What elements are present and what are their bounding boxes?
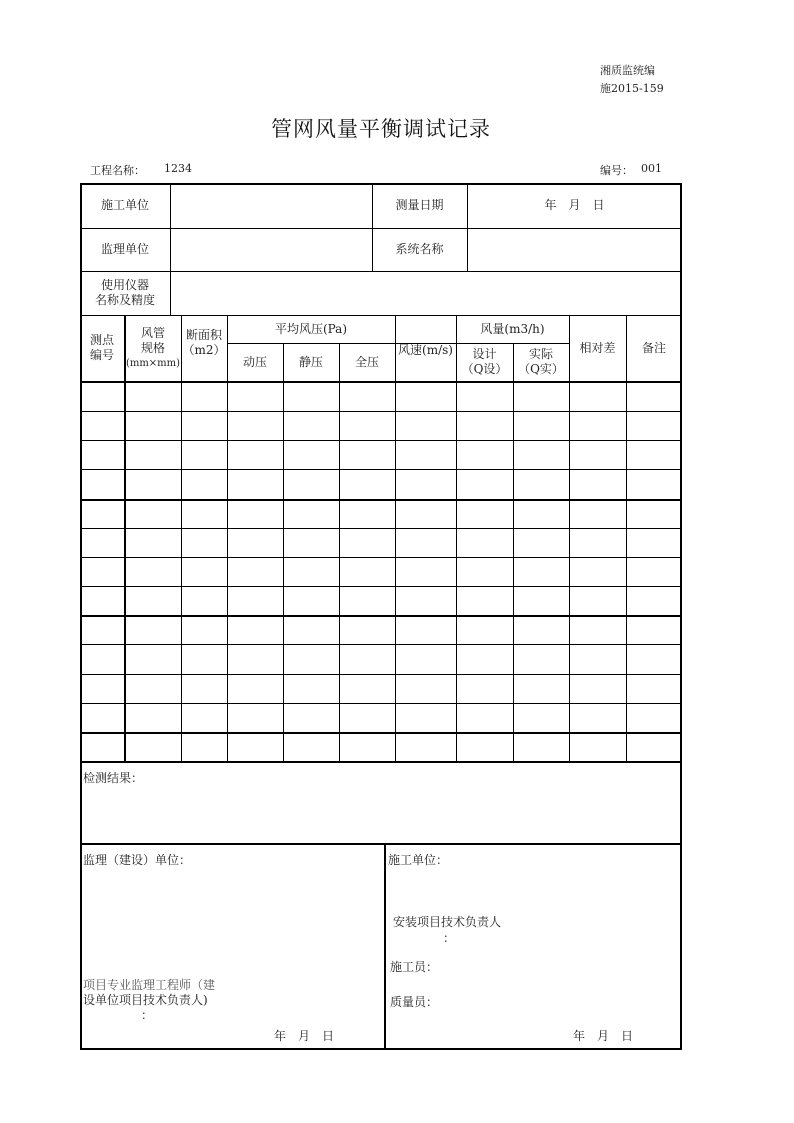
col-total: 全压 (354, 354, 379, 369)
table-cell[interactable] (396, 558, 455, 585)
col-actual (513, 343, 569, 381)
quality-label: 质量员： (390, 995, 439, 1009)
col-duct-line1: 风管 (140, 325, 165, 340)
table-cell[interactable] (340, 529, 394, 556)
table-cell[interactable] (81, 645, 124, 672)
col-area-line2: （m2） (182, 343, 226, 357)
table-cell[interactable] (514, 441, 568, 468)
construction-unit-field[interactable] (171, 184, 371, 227)
table-cell[interactable] (340, 733, 394, 760)
col-actual-line1: 实际 (528, 347, 553, 361)
table-cell[interactable] (514, 470, 568, 497)
table-cell[interactable] (514, 383, 568, 410)
table-cell[interactable] (126, 587, 180, 614)
supervision-unit-label: 监理单位 (100, 242, 149, 256)
table-cell[interactable] (627, 675, 681, 702)
table-cell[interactable] (228, 529, 282, 556)
table-cell[interactable] (570, 500, 625, 527)
table-cell[interactable] (396, 441, 455, 468)
table-cell[interactable] (81, 558, 124, 585)
construction-date: 年 月 日 (573, 1029, 634, 1043)
table-cell[interactable] (284, 529, 338, 556)
table-cell[interactable] (126, 616, 180, 643)
table-cell[interactable] (182, 383, 226, 410)
table-cell[interactable] (457, 558, 512, 585)
project-name-value: 1234 (164, 162, 192, 175)
table-cell[interactable] (284, 645, 338, 672)
table-cell[interactable] (340, 616, 394, 643)
col-area-line1: 断面积 (185, 328, 222, 342)
table-cell[interactable] (627, 441, 681, 468)
table-cell[interactable] (570, 412, 625, 439)
tech-lead-line2: ： (443, 931, 456, 945)
table-cell[interactable] (627, 500, 681, 527)
col-point-line1: 测点 (89, 333, 114, 347)
worker-label: 施工员： (390, 960, 439, 974)
table-cell[interactable] (228, 500, 282, 527)
table-cell[interactable] (228, 733, 282, 760)
table-cell[interactable] (228, 616, 282, 643)
table-cell[interactable] (570, 587, 625, 614)
table-cell[interactable] (457, 645, 512, 672)
table-cell[interactable] (81, 470, 124, 497)
col-duct-line2: 规格 (140, 340, 165, 355)
table-cell[interactable] (627, 704, 681, 731)
table-cell[interactable] (570, 441, 625, 468)
table-cell[interactable] (570, 733, 625, 760)
table-cell[interactable] (340, 645, 394, 672)
table-cell[interactable] (457, 616, 512, 643)
table-cell[interactable] (514, 704, 568, 731)
table-cell[interactable] (228, 441, 282, 468)
table-cell[interactable] (396, 675, 455, 702)
table-cell[interactable] (514, 529, 568, 556)
col-point (80, 315, 124, 381)
table-cell[interactable] (182, 529, 226, 556)
table-cell[interactable] (514, 616, 568, 643)
table-cell[interactable] (514, 733, 568, 760)
table-cell[interactable] (284, 558, 338, 585)
table-cell[interactable] (126, 470, 180, 497)
table-cell[interactable] (81, 529, 124, 556)
table-cell[interactable] (627, 558, 681, 585)
table-cell[interactable] (126, 645, 180, 672)
table-cell[interactable] (340, 587, 394, 614)
table-cell[interactable] (514, 645, 568, 672)
table-cell[interactable] (627, 645, 681, 672)
table-cell[interactable] (284, 441, 338, 468)
table-cell[interactable] (228, 558, 282, 585)
table-cell[interactable] (514, 587, 568, 614)
table-cell[interactable] (284, 470, 338, 497)
col-avg-pressure: 平均风压(Pa) (274, 321, 348, 336)
table-cell[interactable] (570, 383, 625, 410)
table-cell[interactable] (340, 675, 394, 702)
table-cell[interactable] (182, 587, 226, 614)
table-cell[interactable] (228, 470, 282, 497)
table-cell[interactable] (284, 383, 338, 410)
table-cell[interactable] (126, 558, 180, 585)
measure-date-label: 测量日期 (395, 198, 444, 212)
col-design-line1: 设计 (472, 347, 497, 361)
table-cell[interactable] (627, 470, 681, 497)
supervision-unit-field[interactable] (171, 229, 371, 271)
table-cell[interactable] (284, 412, 338, 439)
table-cell[interactable] (396, 529, 455, 556)
construction-unit-label: 施工单位 (100, 198, 149, 212)
table-cell[interactable] (284, 704, 338, 731)
number-label: 编号： (600, 164, 633, 177)
supervision-date: 年 月 日 (274, 1029, 335, 1043)
table-cell[interactable] (126, 441, 180, 468)
table-cell[interactable] (182, 470, 226, 497)
measure-date-field[interactable]: 年 月 日 (544, 198, 605, 212)
instrument-label (80, 271, 170, 315)
table-cell[interactable] (457, 675, 512, 702)
table-cell[interactable] (340, 441, 394, 468)
tech-lead-line1: 安装项目技术负责人 (393, 915, 502, 929)
table-cell[interactable] (228, 675, 282, 702)
construction-unit-sign-label: 施工单位： (388, 853, 449, 867)
table-cell[interactable] (627, 529, 681, 556)
table-cell[interactable] (81, 412, 124, 439)
table-cell[interactable] (457, 500, 512, 527)
table-cell[interactable] (457, 412, 512, 439)
table-cell[interactable] (81, 500, 124, 527)
instrument-label-line1: 使用仪器 (100, 278, 149, 292)
col-dynamic: 动压 (242, 354, 267, 369)
table-cell[interactable] (126, 383, 180, 410)
table-cell[interactable] (396, 470, 455, 497)
page-title: 管网风量平衡调试记录 (271, 117, 491, 141)
table-cell[interactable] (81, 675, 124, 702)
supervision-engineer-label (83, 978, 215, 1023)
table-cell[interactable] (126, 704, 180, 731)
table-cell[interactable] (228, 383, 282, 410)
supervision-engineer-line3: ： (141, 1008, 154, 1022)
table-cell[interactable] (457, 704, 512, 731)
table-cell[interactable] (570, 675, 625, 702)
table-cell[interactable] (340, 704, 394, 731)
col-static: 静压 (298, 354, 323, 369)
table-cell[interactable] (514, 412, 568, 439)
table-cell[interactable] (457, 470, 512, 497)
table-cell[interactable] (182, 500, 226, 527)
table-cell[interactable] (627, 587, 681, 614)
table-cell[interactable] (340, 558, 394, 585)
table-cell[interactable] (284, 675, 338, 702)
table-cell[interactable] (182, 704, 226, 731)
table-cell[interactable] (457, 529, 512, 556)
table-cell[interactable] (228, 412, 282, 439)
table-cell[interactable] (570, 645, 625, 672)
supervision-unit-sign-label: 监理（建设）单位： (83, 853, 192, 867)
table-cell[interactable] (396, 587, 455, 614)
table-cell[interactable] (457, 441, 512, 468)
table-cell[interactable] (396, 616, 455, 643)
system-name-field[interactable] (468, 229, 681, 271)
table-cell[interactable] (340, 383, 394, 410)
col-design (456, 343, 513, 381)
table-cell[interactable] (457, 587, 512, 614)
system-name-label: 系统名称 (395, 242, 444, 256)
instrument-label-line2: 名称及精度 (94, 293, 155, 307)
table-cell[interactable] (228, 704, 282, 731)
col-duct (125, 315, 181, 381)
table-cell[interactable] (182, 733, 226, 760)
col-actual-line2: （Q实） (518, 362, 564, 376)
table-cell[interactable] (126, 412, 180, 439)
table-cell[interactable] (81, 733, 124, 760)
form-number: 施2015-159 (600, 82, 664, 95)
result-label: 检测结果： (83, 771, 144, 785)
table-cell[interactable] (126, 733, 180, 760)
table-cell[interactable] (284, 616, 338, 643)
table-cell[interactable] (284, 733, 338, 760)
table-cell[interactable] (126, 675, 180, 702)
table-cell[interactable] (627, 733, 681, 760)
table-cell[interactable] (182, 645, 226, 672)
col-velocity: 风速(m/s) (398, 342, 453, 357)
table-cell[interactable] (396, 383, 455, 410)
table-cell[interactable] (81, 616, 124, 643)
table-cell[interactable] (228, 587, 282, 614)
col-volume: 风量(m3/h) (480, 321, 545, 336)
table-cell[interactable] (182, 616, 226, 643)
table-cell[interactable] (514, 675, 568, 702)
table-cell[interactable] (570, 558, 625, 585)
table-cell[interactable] (396, 645, 455, 672)
number-value: 001 (641, 162, 662, 175)
result-field[interactable] (82, 785, 680, 841)
table-cell[interactable] (396, 500, 455, 527)
table-cell[interactable] (340, 470, 394, 497)
table-cell[interactable] (570, 704, 625, 731)
table-cell[interactable] (570, 616, 625, 643)
table-cell[interactable] (570, 529, 625, 556)
supervision-engineer-line2: 设单位项目技术负责人) (83, 993, 208, 1007)
table-cell[interactable] (457, 733, 512, 760)
tech-lead-label (393, 914, 501, 946)
table-cell[interactable] (126, 500, 180, 527)
table-cell[interactable] (340, 412, 394, 439)
table-cell[interactable] (514, 500, 568, 527)
table-cell[interactable] (396, 704, 455, 731)
table-cell[interactable] (81, 704, 124, 731)
table-cell[interactable] (514, 558, 568, 585)
col-design-line2: （Q设） (461, 362, 508, 376)
table-cell[interactable] (81, 587, 124, 614)
table-cell[interactable] (396, 412, 455, 439)
col-point-line2: 编号 (89, 348, 114, 362)
col-duct-line3: (mm×mm) (125, 357, 181, 369)
table-cell[interactable] (570, 470, 625, 497)
supervision-engineer-line1: 项目专业监理工程师（建 (83, 978, 216, 992)
project-name-label: 工程名称： (90, 164, 145, 177)
table-cell[interactable] (182, 441, 226, 468)
table-cell[interactable] (284, 500, 338, 527)
table-cell[interactable] (182, 675, 226, 702)
table-cell[interactable] (81, 441, 124, 468)
table-cell[interactable] (182, 412, 226, 439)
org-code: 湘质监统编 (600, 64, 655, 77)
table-cell[interactable] (627, 412, 681, 439)
table-cell[interactable] (182, 558, 226, 585)
col-area (181, 315, 227, 371)
col-relative: 相对差 (579, 340, 616, 355)
col-remarks: 备注 (641, 340, 666, 355)
table-cell[interactable] (457, 383, 512, 410)
table-cell[interactable] (228, 645, 282, 672)
table-cell[interactable] (396, 733, 455, 760)
instrument-field[interactable] (171, 272, 681, 315)
table-cell[interactable] (81, 383, 124, 410)
table-cell[interactable] (627, 616, 681, 643)
table-cell[interactable] (627, 383, 681, 410)
table-cell[interactable] (284, 587, 338, 614)
table-cell[interactable] (340, 500, 394, 527)
table-cell[interactable] (126, 529, 180, 556)
